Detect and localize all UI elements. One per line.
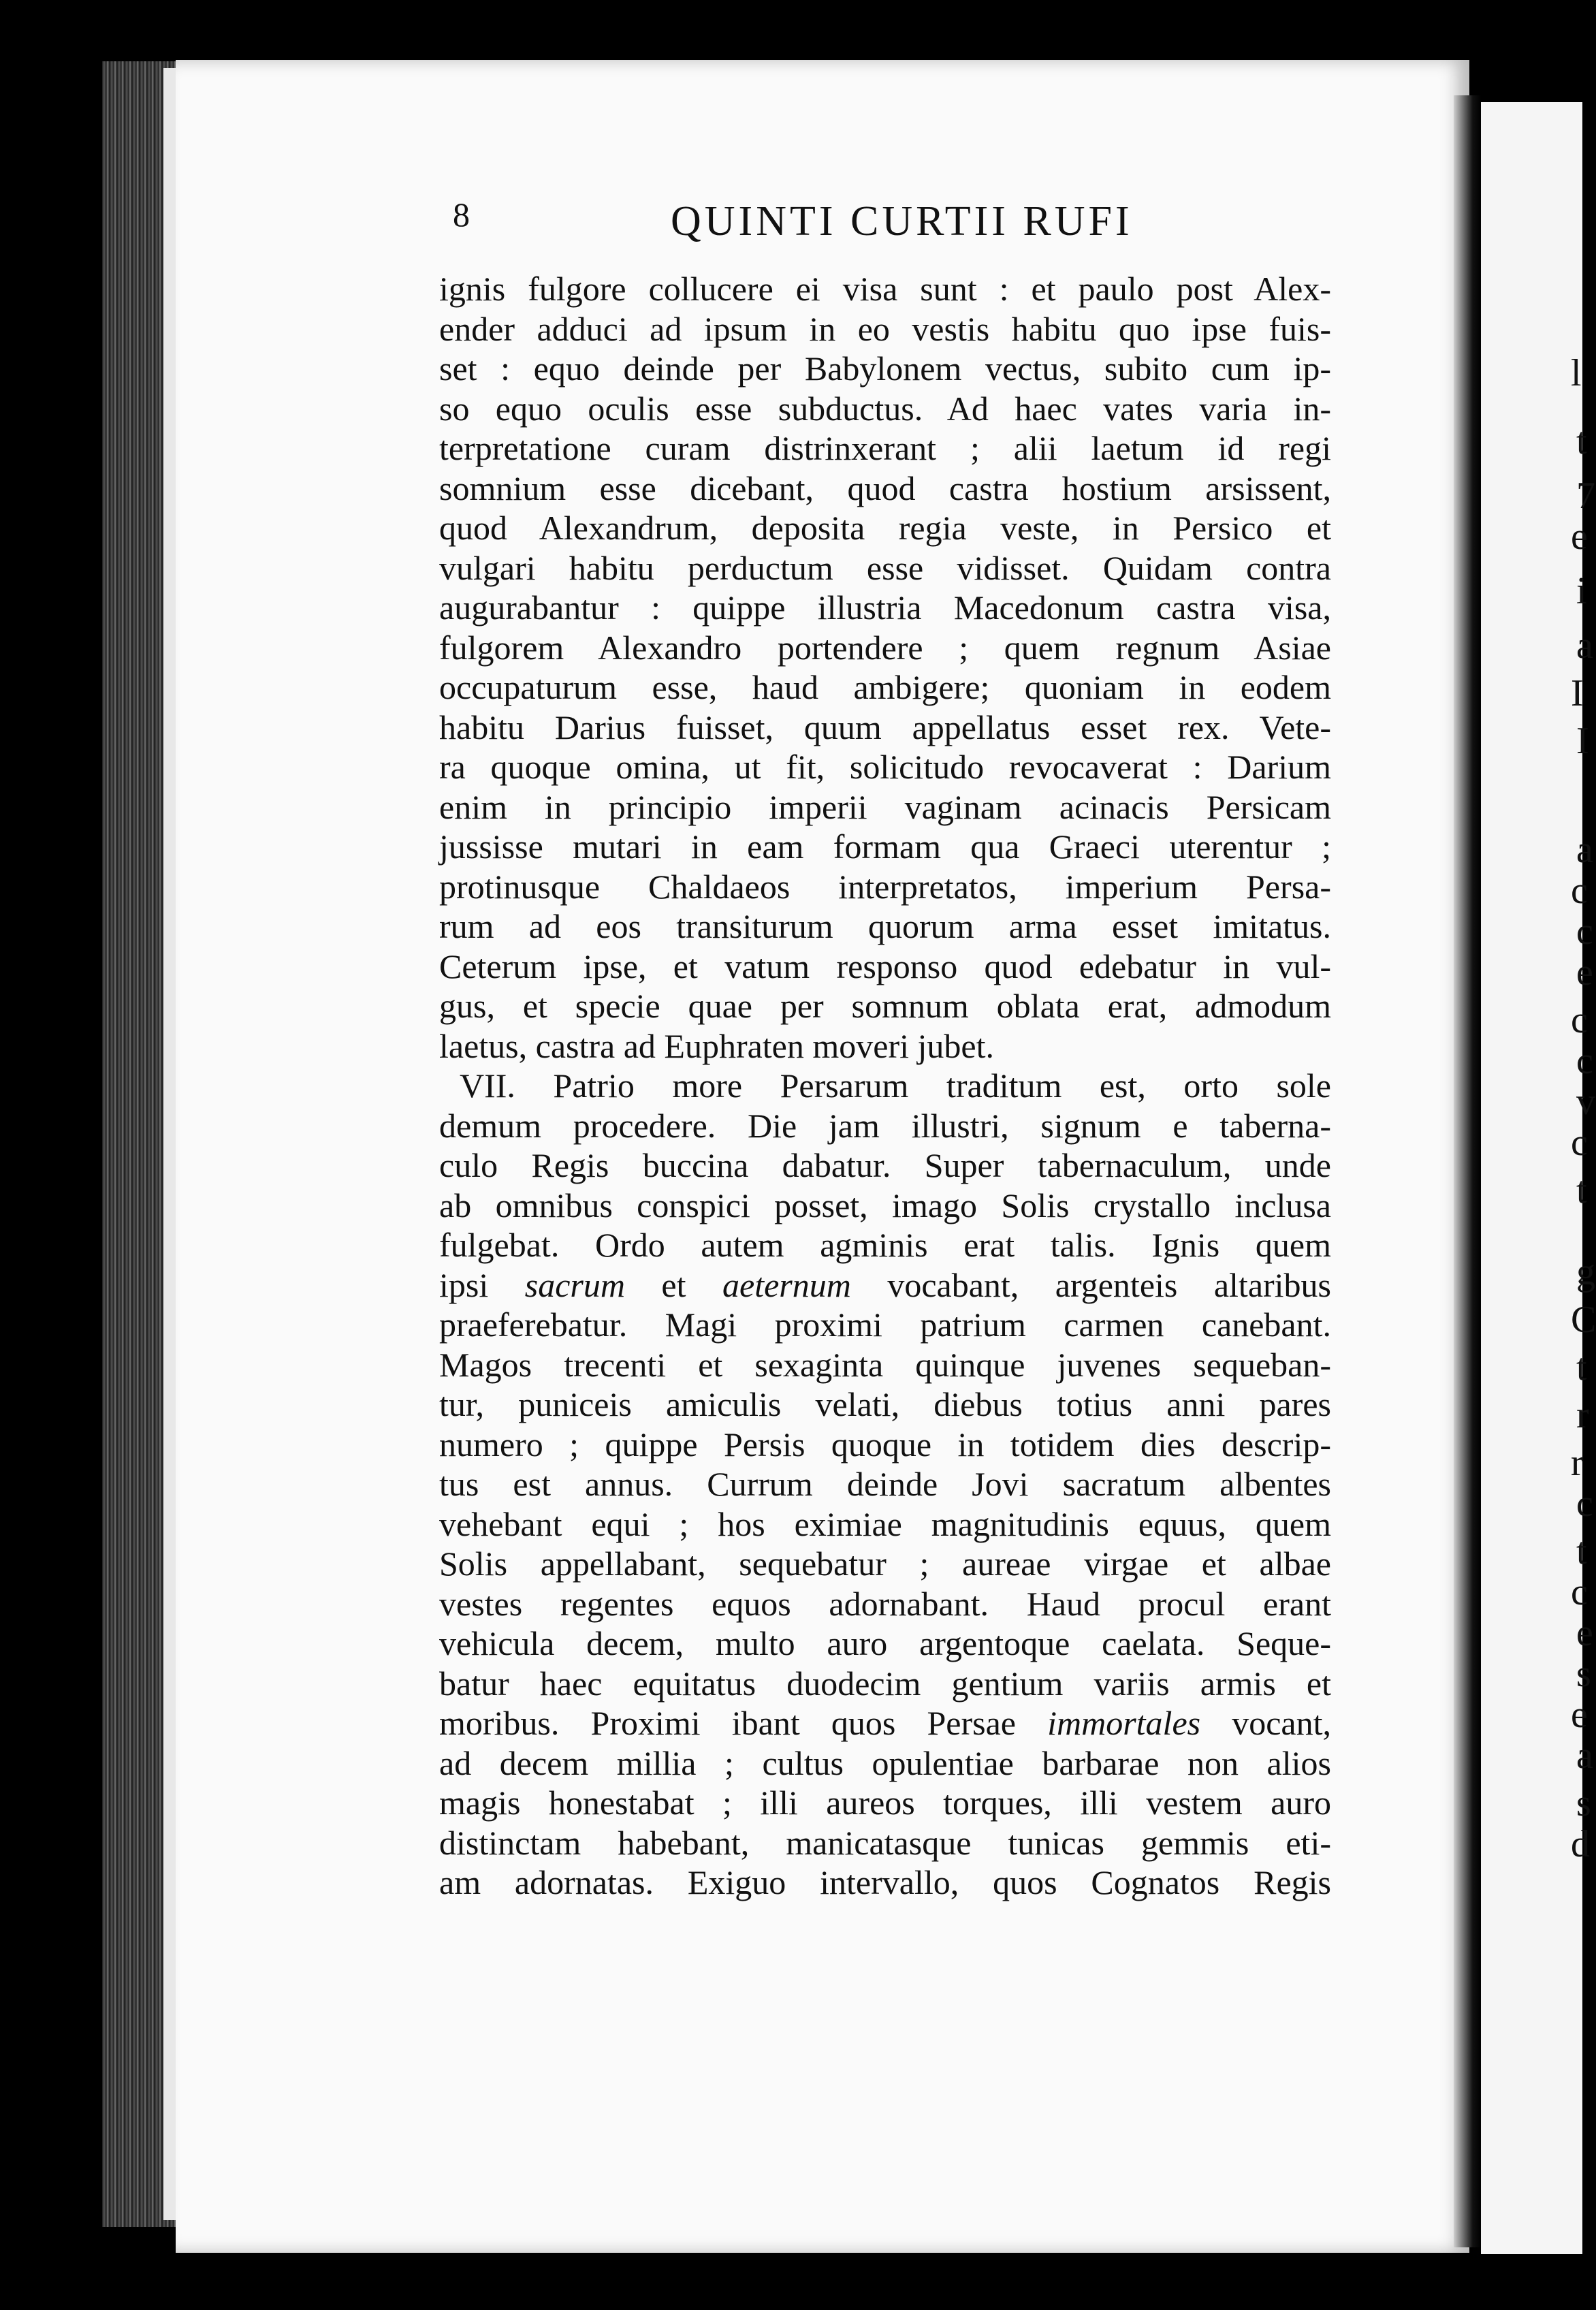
facing-page-fragment: e (1576, 951, 1593, 994)
text-line: somnium esse dicebant, quod castra hostium arsissent, (439, 469, 1331, 507)
facing-page-fragment: t (1576, 1346, 1587, 1389)
text-line: vulgari habitu perductum esse vidisset. Quidam contra (439, 548, 1331, 587)
text-line: distinctam habebant, manicatasque tunicas gemmis eti- (439, 1823, 1331, 1862)
facing-page-fragment: s (1576, 1653, 1591, 1695)
text-line-italic (439, 1703, 1331, 1743)
text-run: et (624, 1265, 723, 1304)
facing-page-fragment: a (1576, 624, 1593, 667)
text-line: Solis appellabant, sequebatur ; aureae virgae et albae (439, 1545, 1331, 1583)
text-line: vehicula decem, multo auro argentoque caelata. Seque- (439, 1624, 1331, 1662)
facing-page-fragment: c (1576, 1483, 1593, 1525)
text-line: magis honestabat ; illi aureos torques, illi vestem auro (439, 1784, 1331, 1822)
text-line: set : equo deinde per Babylonem vectus, subito cum ip- (439, 349, 1331, 387)
text-line: quod Alexandrum, deposita regia veste, in Persico et (439, 509, 1331, 547)
facing-page-fragment: r (1576, 1394, 1589, 1436)
facing-page-fragment: l (1571, 352, 1582, 394)
facing-page-fragment: a (1576, 829, 1593, 871)
text-run: vocant, (1200, 1704, 1331, 1742)
text-line: am adornatas. Exiguo intervallo, quos Cognatos Regis (439, 1863, 1331, 1901)
facing-page-fragment: I (1571, 672, 1584, 714)
italic-word: sacrum (524, 1265, 625, 1304)
text-line: ad decem millia ; cultus opulentiae barbarae non alios (439, 1743, 1331, 1782)
text-line: numero ; quippe Persis quoque in totidem dies descrip- (439, 1425, 1331, 1463)
text-run: ipsi (439, 1265, 525, 1304)
facing-page-fragment: c (1571, 1122, 1588, 1164)
text-line: augurabantur : quippe illustria Macedonum castra visa, (439, 588, 1331, 627)
text-line: enim in principio imperii vaginam acinacis Persicam (439, 787, 1331, 826)
text-run: moribus. Proximi ibant quos Persae (439, 1704, 1048, 1742)
text-line: vehebant equi ; hos eximiae magnitudinis equus, quem (439, 1504, 1331, 1543)
page-number: 8 (453, 195, 470, 234)
facing-page-fragment: c (1576, 1040, 1593, 1082)
text-line-italic (439, 1265, 1331, 1306)
text-line: ra quoque omina, ut fit, solicitudo revocaverat : Darium (439, 748, 1331, 786)
text-line: habitu Darius fuisset, quum appellatus esset rex. Vete- (439, 708, 1331, 746)
facing-page-fragment: e (1576, 1612, 1593, 1654)
text-line: batur haec equitatus duodecim gentium variis armis et (439, 1664, 1331, 1703)
facing-page-fragment: e (1571, 516, 1588, 558)
facing-page-fragment: c (1571, 999, 1588, 1041)
italic-word: immortales (1047, 1704, 1201, 1742)
text-line: laetus, castra ad Euphraten moveri jubet. (439, 1026, 994, 1065)
text-line: rum ad eos transiturum quorum arma esset imitatus. (439, 907, 1331, 945)
facing-page-fragment: c (1571, 870, 1588, 912)
facing-page-fragment: s (1576, 1782, 1591, 1824)
facing-page-fragment: a (1576, 1735, 1593, 1777)
text-line: ender adduci ad ipsum in eo vestis habitu quo ipse fuis- (439, 309, 1331, 348)
running-title: QUINTI CURTII RUFI (671, 198, 1133, 244)
facing-page-fragment: t (1576, 1530, 1587, 1572)
facing-page-fragment: e (1571, 1694, 1588, 1736)
facing-page-fragment: C (1571, 1299, 1596, 1341)
facing-page-fragment: g (1576, 1251, 1595, 1293)
text-line: culo Regis buccina dabatur. Super tabernaculum, unde (439, 1146, 1331, 1184)
italic-word: aeternum (722, 1265, 851, 1304)
text-line: Ceterum ipse, et vatum responso quod edebatur in vul- (439, 947, 1331, 985)
facing-page-fragment: v (1576, 1081, 1595, 1123)
text-run: vocabant, argenteis altaribus (850, 1265, 1332, 1304)
facing-page (1481, 102, 1596, 2254)
text-line: tur, puniceis amiculis velati, diebus totius anni pares (439, 1385, 1331, 1423)
text-line: ignis fulgore collucere ei visa sunt : et paulo post Alex- (439, 270, 1331, 308)
book-gutter (1454, 95, 1481, 2247)
text-line: jussisse mutari in eam formam qua Graeci uterentur ; (439, 827, 1331, 866)
text-line: fulgebat. Ordo autem agminis erat talis. Ignis quem (439, 1226, 1331, 1264)
text-line: ab omnibus conspici posset, imago Solis crystallo inclusa (439, 1186, 1331, 1224)
text-block (439, 269, 1331, 1903)
facing-page-fragment: 7 (1576, 475, 1595, 517)
text-line: praeferebatur. Magi proximi patrium carmen canebant. (439, 1306, 1331, 1344)
facing-page-fragment: c (1576, 911, 1593, 953)
text-line: tus est annus. Currum deinde Jovi sacratum albentes (439, 1465, 1331, 1503)
facing-page-fragment: c (1571, 1571, 1588, 1613)
facing-page-fragment: i (1576, 570, 1587, 612)
facing-page-fragment: r (1571, 1442, 1584, 1484)
text-line: fulgorem Alexandro portendere ; quem regnum Asiae (439, 628, 1331, 667)
text-line: occupaturum esse, haud ambigere; quoniam in eodem (439, 668, 1331, 706)
text-line: Magos trecenti et sexaginta quinque juvenes sequeban- (439, 1345, 1331, 1384)
text-line: protinusque Chaldaeos interpretatos, imperium Persa- (439, 867, 1331, 906)
text-line: terpretatione curam distrinxerant ; alii laetum id regi (439, 429, 1331, 467)
facing-page-fragment: d (1571, 1823, 1590, 1865)
facing-page-fragment: t (1576, 1169, 1587, 1212)
facing-page-fragment: t (1576, 420, 1587, 462)
text-line: so equo oculis esse subductus. Ad haec vates varia in- (439, 389, 1331, 428)
section-heading-line: VII. Patrio more Persarum traditum est, orto sole (460, 1066, 1331, 1105)
text-line: vestes regentes equos adornabant. Haud procul erant (439, 1584, 1331, 1623)
facing-page-fragment: I (1576, 720, 1589, 762)
text-line: demum procedere. Die jam illustri, signum e taberna- (439, 1106, 1331, 1145)
text-line: gus, et specie quae per somnum oblata erat, admodum (439, 987, 1331, 1025)
